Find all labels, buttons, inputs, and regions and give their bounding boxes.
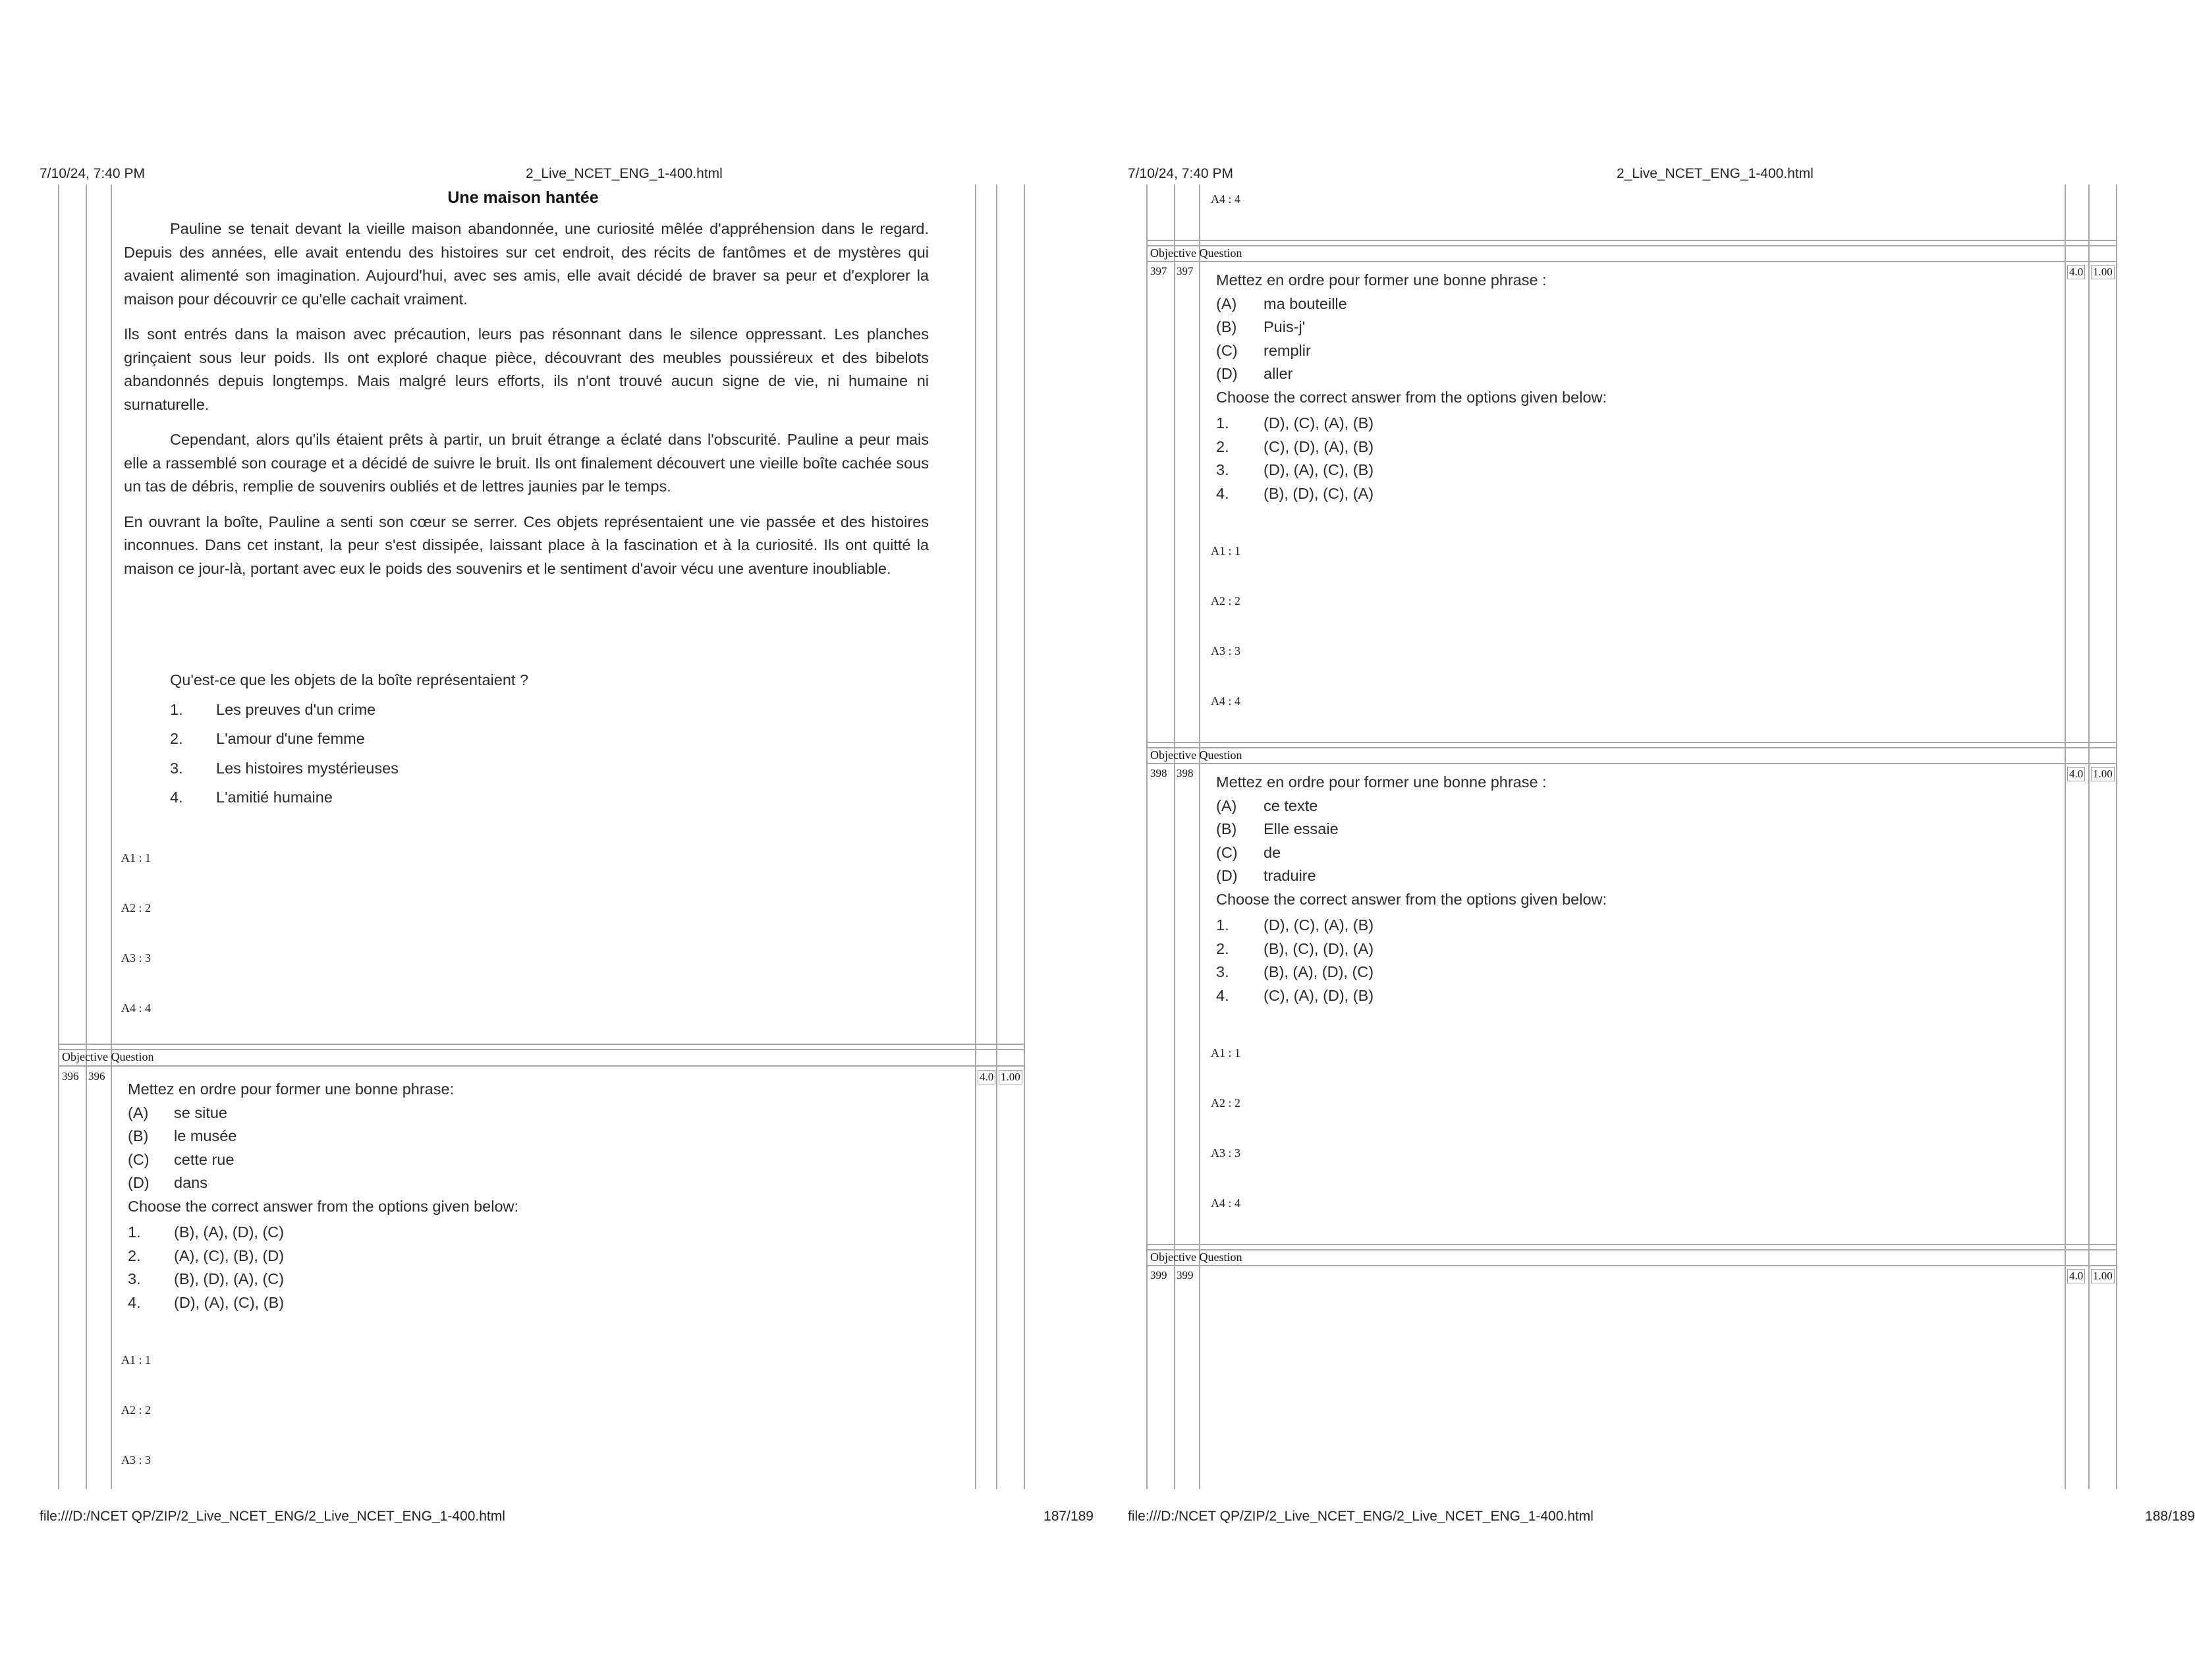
table-border: [1024, 184, 1025, 1489]
option-item: 3. (D), (A), (C), (B): [1216, 461, 1374, 478]
option-item: 4. L'amitié humaine: [170, 789, 333, 806]
row-divider: [1146, 245, 2117, 246]
item-a: (A) se situe: [128, 1104, 227, 1121]
table-border: [1146, 184, 1148, 1489]
page-187: [40, 158, 1107, 1528]
marks-badge: 4.0: [2067, 767, 2085, 781]
row-divider: [58, 1065, 1025, 1067]
row-divider: [1146, 747, 2117, 748]
passage-question-block: [170, 665, 528, 812]
question-id: 396: [88, 1070, 105, 1082]
negative-marks-badge: 1.00: [2091, 767, 2115, 781]
answer-label: A3 : 3: [121, 951, 151, 965]
answer-label: A4 : 4: [1211, 1196, 1240, 1210]
table-border: [2116, 184, 2117, 1489]
section-label: Objective Question: [62, 1050, 154, 1063]
item-b: (B) le musée: [128, 1127, 237, 1144]
item-d: (D) aller: [1216, 365, 1293, 382]
instruction-text: Choose the correct answer from the options given below:: [1216, 388, 1607, 406]
table-border: [1199, 184, 1200, 1489]
header-date-time: 7/10/24, 7:40 PM: [1128, 166, 1233, 181]
table-border: [1174, 184, 1175, 1489]
table-border: [111, 184, 112, 1489]
answer-label: A2 : 2: [1211, 1096, 1240, 1109]
option-item: 3. (B), (D), (A), (C): [128, 1270, 285, 1287]
option-item: 4. (C), (A), (D), (B): [1216, 986, 1374, 1004]
answer-label: A2 : 2: [121, 1403, 151, 1416]
row-divider: [1146, 1265, 2117, 1266]
answer-label: A3 : 3: [1211, 1146, 1240, 1160]
passage-text: [124, 217, 929, 592]
option-item: 4. (B), (D), (C), (A): [1216, 484, 1374, 502]
negative-marks-badge: 1.00: [2091, 1269, 2115, 1283]
question-prompt: Mettez en ordre pour former une bonne phrase :: [1216, 773, 1547, 791]
passage-paragraph: Cependant, alors qu'ils étaient prêts à partir, un bruit étrange a éclaté dans l'obscurité. Pauline a peur mais elle a rassemblé son courage et a décidé de suivre le bruit. Ils ont finalement découvert une vieille boîte cachée sous un tas de débris, remplie de souvenirs oubliés et de lettres jaunies par le temps.: [124, 431, 929, 495]
marks-badge: 4.0: [2067, 265, 2085, 279]
question-id: 398: [1177, 767, 1194, 779]
footer-file-path: file:///D:/NCET QP/ZIP/2_Live_NCET_ENG/2_Live_NCET_ENG_1-400.html: [40, 1509, 505, 1524]
passage-paragraph: Ils sont entrés dans la maison avec précaution, leurs pas résonnant dans le silence oppressant. Les planches grinçaient sous leur poids. Ils ont exploré chaque pièce, découvrant des meubles poussiéreux et des bibelots abandonnés depuis longtemps. Mais malgré leurs efforts, ils n'ont trouvé aucun signe de vie, ni humaine ni surnaturelle.: [124, 325, 929, 413]
answer-label: A4 : 4: [1211, 192, 1240, 206]
marks-badge: 4.0: [2067, 1269, 2085, 1283]
footer-page-number: 187/189: [1043, 1509, 1094, 1524]
passage-title: Une maison hantée: [447, 188, 599, 207]
row-divider: [58, 1049, 1025, 1050]
footer-file-path: file:///D:/NCET QP/ZIP/2_Live_NCET_ENG/2_Live_NCET_ENG_1-400.html: [1128, 1509, 1594, 1524]
row-divider: [58, 1044, 1025, 1045]
footer-page-number: 188/189: [2145, 1509, 2195, 1524]
option-item: 1. (D), (C), (A), (B): [1216, 916, 1374, 934]
question-serial: 397: [1150, 265, 1167, 277]
answer-label: A1 : 1: [121, 1353, 151, 1366]
section-label: Objective Question: [1150, 1250, 1242, 1264]
answer-label: A4 : 4: [121, 1001, 151, 1015]
negative-marks-badge: 1.00: [999, 1070, 1022, 1084]
question-id: 397: [1177, 265, 1194, 277]
item-b: (B) Elle essaie: [1216, 820, 1339, 837]
answer-label: A2 : 2: [121, 901, 151, 914]
row-divider: [1146, 742, 2117, 743]
row-divider: [1146, 1244, 2117, 1245]
header-file-title: 2_Live_NCET_ENG_1-400.html: [1617, 166, 1814, 181]
question-398: [1216, 771, 1607, 1007]
marks-badge: 4.0: [978, 1070, 995, 1084]
question-prompt: Mettez en ordre pour former une bonne phrase:: [128, 1080, 455, 1098]
section-label: Objective Question: [1150, 748, 1242, 762]
item-c: (C) remplir: [1216, 341, 1311, 359]
option-item: 2. (B), (C), (D), (A): [1216, 939, 1374, 957]
option-item: 1. Les preuves d'un crime: [170, 700, 376, 718]
negative-marks-badge: 1.00: [2091, 265, 2115, 279]
option-item: 1. (B), (A), (D), (C): [128, 1223, 285, 1241]
instruction-text: Choose the correct answer from the options given below:: [128, 1197, 519, 1215]
table-border: [2088, 184, 2090, 1489]
question-prompt: Mettez en ordre pour former une bonne phrase :: [1216, 271, 1547, 289]
answer-label: A3 : 3: [1211, 644, 1240, 658]
question-serial: 398: [1150, 767, 1167, 779]
answer-label: A3 : 3: [121, 1453, 151, 1467]
item-c: (C) cette rue: [128, 1150, 235, 1168]
row-divider: [1146, 240, 2117, 241]
option-item: 2. (C), (D), (A), (B): [1216, 437, 1374, 455]
question-396: [128, 1078, 518, 1314]
question-397: [1216, 269, 1607, 505]
section-label: Objective Question: [1150, 246, 1242, 260]
item-a: (A) ce texte: [1216, 797, 1318, 814]
answer-label: A1 : 1: [1211, 1046, 1240, 1059]
question-text: Qu'est-ce que les objets de la boîte représentaient ?: [170, 671, 529, 688]
row-divider: [1146, 1249, 2117, 1250]
instruction-text: Choose the correct answer from the options given below:: [1216, 890, 1607, 908]
table-border: [975, 184, 976, 1489]
item-a: (A) ma bouteille: [1216, 294, 1347, 312]
option-item: 2. (A), (C), (B), (D): [128, 1246, 285, 1264]
option-item: 1. (D), (C), (A), (B): [1216, 414, 1374, 432]
option-item: 2. L'amour d'une femme: [170, 730, 365, 747]
option-item: 4. (D), (A), (C), (B): [128, 1293, 285, 1311]
answer-label: A4 : 4: [1211, 694, 1240, 708]
passage-paragraph: Pauline se tenait devant la vieille maison abandonnée, une curiosité mêlée d'appréhension dans le regard. Depuis des années, elle avait entendu des histoires sur cet endroit, des récits de fantômes et de mystères qui avaient alimenté son imagination. Aujourd'hui, avec ses amis, elle avait décidé de braver sa peur et d'explorer la maison pour découvrir ce qu'elle cachait vraiment.: [124, 220, 929, 308]
item-b: (B) Puis-j': [1216, 318, 1306, 335]
table-border: [86, 184, 87, 1489]
header-date-time: 7/10/24, 7:40 PM: [40, 166, 145, 181]
option-item: 3. (B), (A), (D), (C): [1216, 963, 1374, 980]
row-divider: [1146, 763, 2117, 764]
item-c: (C) de: [1216, 843, 1281, 861]
row-divider: [1146, 261, 2117, 262]
header-file-title: 2_Live_NCET_ENG_1-400.html: [526, 166, 723, 181]
question-serial: 399: [1150, 1269, 1167, 1281]
table-border: [2065, 184, 2066, 1489]
table-border: [996, 184, 997, 1489]
answer-label: A1 : 1: [1211, 544, 1240, 557]
table-border: [58, 184, 59, 1489]
item-d: (D) traduire: [1216, 867, 1316, 884]
passage-paragraph: En ouvrant la boîte, Pauline a senti son cœur se serrer. Ces objets représentaient une vie passée et des histoires inconnues. Dans cet instant, la peur s'est dissipée, laissant place à la fascination et à la curiosité. Ils ont quitté la maison ce jour-là, portant avec eux le poids des souvenirs et le sentiment d'avoir vécu une aventure inoubliable.: [124, 513, 929, 577]
answer-label: A2 : 2: [1211, 594, 1240, 607]
item-d: (D) dans: [128, 1174, 208, 1191]
question-id: 399: [1177, 1269, 1194, 1281]
answer-label: A1 : 1: [121, 851, 151, 864]
option-item: 3. Les histoires mystérieuses: [170, 759, 399, 777]
question-serial: 396: [62, 1070, 79, 1082]
page-188: [1128, 158, 2195, 1528]
